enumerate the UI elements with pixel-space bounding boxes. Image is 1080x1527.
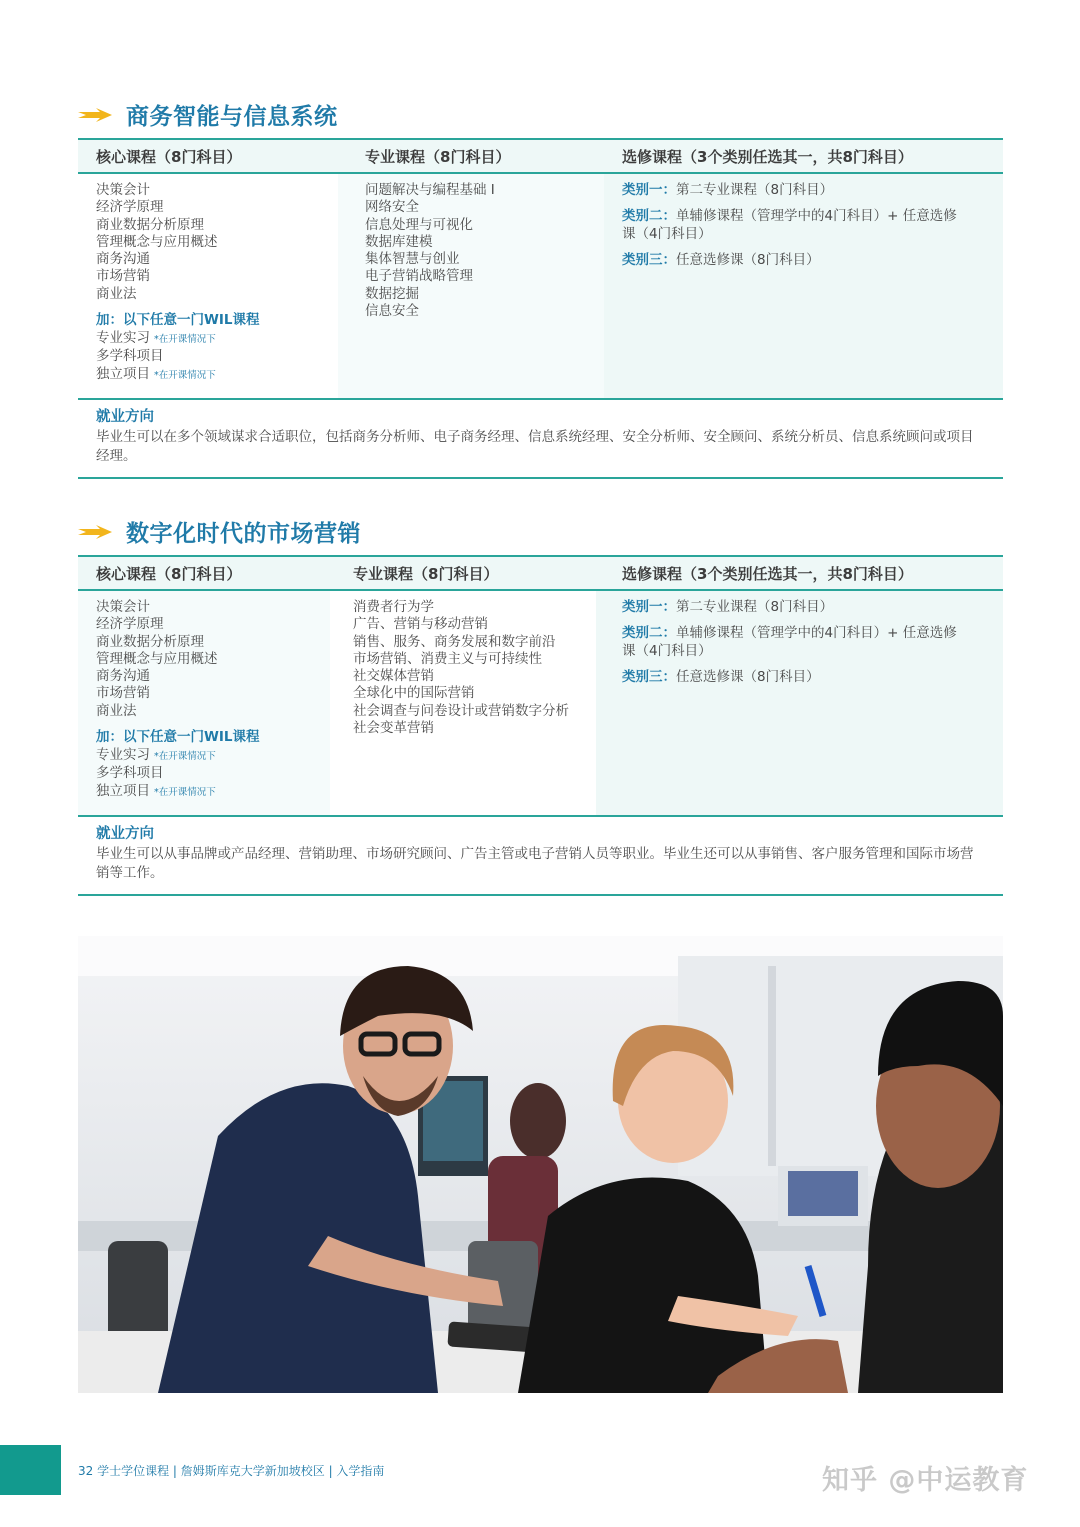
major-course-list [338,174,621,398]
list-item: 销售、服务、商务发展和数字前沿 [353,633,556,650]
core-course-list [78,174,338,398]
elective-category: 类别一：第二专业课程（8门科目） [622,182,834,198]
list-item: 电子营销战略管理 [365,268,473,285]
list-item: 专业实习 *在开课情况下 [96,747,216,764]
program-section-bi [78,95,1003,485]
arrow-icon [78,525,112,539]
elective-category: 类别二：单辅修课程（管理学中的4门科目）+ 任意选修课（4门科目） [622,208,957,242]
availability-note: *在开课情况下 [154,369,216,381]
availability-note: *在开课情况下 [154,334,216,346]
list-item: 社会变革营销 [353,720,434,737]
list-item: 信息处理与可视化 [365,216,473,233]
section-title: 数字化时代的市场营销 [78,514,361,548]
elective-list [604,174,1003,398]
list-item: 独立项目 *在开课情况下 [96,782,216,799]
wil-heading: 加：以下任意一门WIL课程 [96,729,260,746]
list-item: 商务沟通 [96,251,150,268]
list-item: 专业实习 *在开课情况下 [96,330,216,347]
arrow-icon [78,108,112,122]
list-item: 社交媒体营销 [353,668,434,685]
page-footer: 32 学士学位课程 | 詹姆斯库克大学新加坡校区 | 入学指南 [78,1464,385,1478]
students-photo [78,936,1003,1393]
header-major: 专业课程（8门科目） [353,565,499,583]
list-item: 商业数据分析原理 [96,216,204,233]
header-major: 专业课程（8门科目） [365,148,511,166]
list-item: 全球化中的国际营销 [353,685,475,702]
list-item: 经济学原理 [96,616,164,633]
list-item: 商务沟通 [96,668,150,685]
career-box [78,815,1003,896]
list-item: 商业数据分析原理 [96,633,204,650]
students-illustration [78,936,1003,1393]
list-item: 市场营销 [96,268,150,285]
list-item: 网络安全 [365,199,419,216]
career-heading: 就业方向 [96,826,154,842]
list-item: 市场营销、消费主义与可持续性 [353,650,542,667]
list-item: 管理概念与应用概述 [96,650,218,667]
list-item: 管理概念与应用概述 [96,233,218,250]
footer-accent-block [0,1445,61,1495]
list-item: 决策会计 [96,599,150,615]
core-course-list [78,591,330,815]
list-item: 多学科项目 [96,348,164,365]
career-text: 毕业生可以从事品牌或产品经理、营销助理、市场研究顾问、广告主管或电子营销人员等职业。毕业生还可以从事销售、客户服务管理和国际市场营销等工作。 [96,846,974,881]
list-item: 数据挖掘 [365,285,419,302]
elective-list [596,591,1003,815]
list-item: 信息安全 [365,303,419,320]
list-item: 商业法 [96,285,137,302]
elective-category: 类别三：任意选修课（8门科目） [622,668,820,685]
list-item: 独立项目 *在开课情况下 [96,365,216,382]
list-item: 广告、营销与移动营销 [353,616,488,633]
header-core: 核心课程（8门科目） [96,148,242,166]
career-box [78,398,1003,479]
table-header [78,138,1003,174]
elective-category: 类别二：单辅修课程（管理学中的4门科目）+ 任意选修课（4门科目） [622,625,957,659]
list-item: 决策会计 [96,182,150,198]
list-item: 消费者行为学 [353,599,434,615]
wil-heading: 加：以下任意一门WIL课程 [96,312,260,329]
table-header [78,555,1003,591]
header-elective: 选修课程（3个类别任选其一，共8门科目） [622,148,913,166]
program-section-marketing [78,512,1003,902]
list-item: 数据库建模 [365,233,433,250]
major-course-list [330,591,596,815]
elective-category: 类别一：第二专业课程（8门科目） [622,599,834,615]
watermark: 知乎 @中运教育 [822,1465,1029,1496]
header-core: 核心课程（8门科目） [96,565,242,583]
header-elective: 选修课程（3个类别任选其一，共8门科目） [622,565,913,583]
course-table [78,138,1003,400]
availability-note: *在开课情况下 [154,751,216,763]
list-item: 市场营销 [96,685,150,702]
availability-note: *在开课情况下 [154,786,216,798]
section-title: 商务智能与信息系统 [78,97,338,131]
list-item: 问题解决与编程基础 I [365,182,495,198]
career-text: 毕业生可以在多个领域谋求合适职位，包括商务分析师、电子商务经理、信息系统经理、安全分析师、安全顾问、系统分析员、信息系统顾问或项目经理。 [96,429,974,464]
list-item: 社会调查与问卷设计或营销数字分析 [353,702,569,719]
elective-category: 类别三：任意选修课（8门科目） [622,251,820,268]
list-item: 经济学原理 [96,199,164,216]
course-table [78,555,1003,817]
list-item: 集体智慧与创业 [365,251,460,268]
career-heading: 就业方向 [96,409,154,425]
list-item: 商业法 [96,702,137,719]
list-item: 多学科项目 [96,765,164,782]
